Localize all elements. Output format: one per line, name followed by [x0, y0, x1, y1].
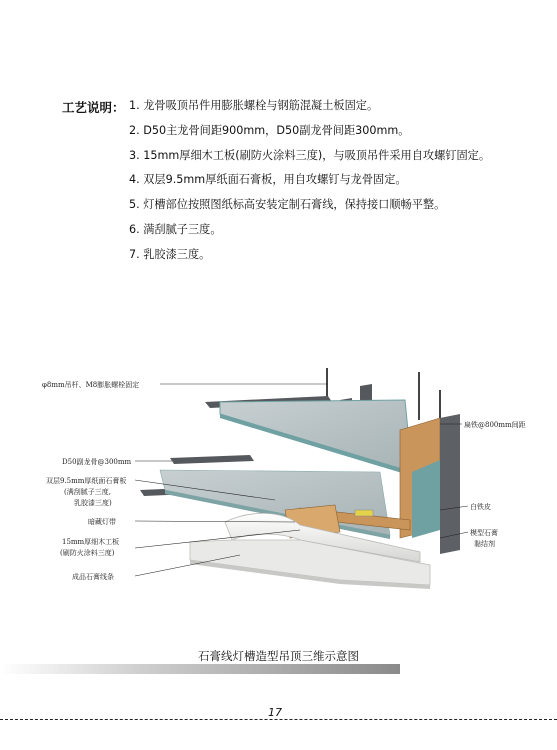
label-gypsum-board-note: 乳胶漆三度)	[74, 499, 112, 507]
label-gypsum-board: 双层9.5mm厚纸面石膏板	[46, 477, 127, 485]
note-item: 2. D50主龙骨间距900mm，D50副龙骨间距300mm。	[129, 123, 410, 137]
figure-caption: 石膏线灯槽造型吊顶三维示意图	[198, 649, 359, 663]
ceiling-3d-diagram	[0, 360, 557, 610]
label-wood-board-note: (刷防火涂料三度)	[60, 549, 115, 557]
label-gypsum-board-note: (满刮腻子三度,	[64, 488, 111, 496]
label-secondary-keel: D50副龙骨@300mm	[62, 458, 132, 466]
note-item: 3. 15mm厚细木工板(刷防火涂料三度)，与吸顶吊件采用自攻螺钉固定。	[129, 148, 491, 162]
note-item: 4. 双层9.5mm厚纸面石膏板，用自攻螺钉与龙骨固定。	[129, 173, 407, 187]
label-flat-steel: 扁铁@800mm间距	[464, 421, 526, 429]
footer-dashed-rule	[0, 719, 557, 720]
page-number: 17	[268, 706, 282, 719]
note-item: 6. 满刮腻子三度。	[129, 222, 222, 236]
gypsum-board-upper	[220, 400, 412, 472]
notes-title: 工艺说明：	[62, 100, 125, 115]
note-item: 1. 龙骨吸顶吊件用膨胀螺栓与钢筋混凝土板固定。	[129, 99, 379, 112]
label-hanger-rod: φ8mm吊杆、M8膨胀螺栓固定	[42, 381, 140, 389]
label-light-strip: 暗藏灯带	[88, 518, 116, 526]
note-item: 5. 灯槽部位按照图纸标高安装定制石膏线，保持接口顺畅平整。	[129, 198, 446, 212]
label-model-plaster: 模型石膏	[470, 529, 498, 537]
label-sheet-metal: 白铁皮	[470, 503, 491, 511]
notes-list	[129, 98, 490, 272]
main-keel	[170, 455, 254, 464]
gypsum-side	[412, 460, 440, 538]
note-item: 7. 乳胶漆三度。	[129, 247, 211, 261]
light-strip	[355, 510, 373, 516]
caption-gradient-bar	[0, 664, 400, 674]
label-adhesive: 黏结剂	[474, 540, 495, 548]
label-wood-board: 15mm厚细木工板	[62, 538, 120, 546]
flat-steel-hanger	[440, 414, 460, 554]
label-cornice: 成品石膏线条	[72, 573, 114, 581]
